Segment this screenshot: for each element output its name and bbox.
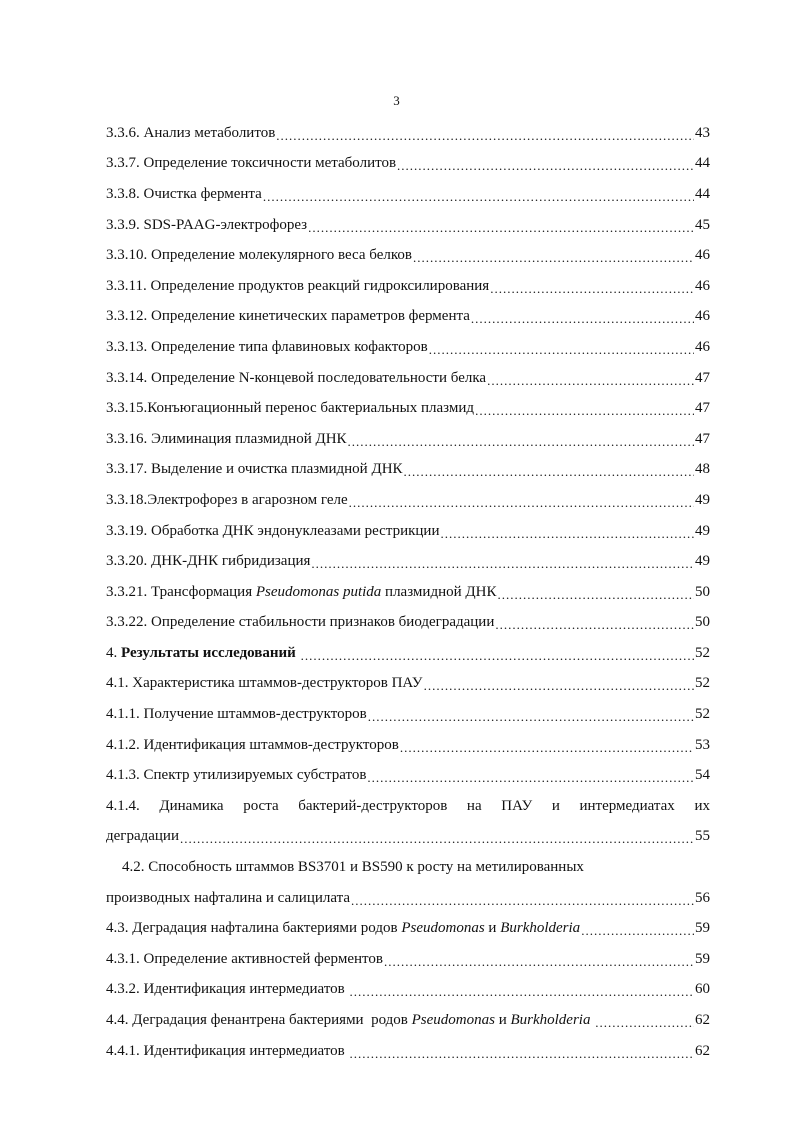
genus-name: Pseudomonas	[401, 920, 485, 937]
toc-entry-3-3-7[interactable]	[106, 149, 710, 180]
toc-entry-title: производных нафталина и салицилата	[106, 889, 351, 906]
toc-entry-title: 4.1.1. Получение штаммов-деструкторов	[106, 706, 367, 723]
word: и	[551, 797, 560, 814]
toc-entry-page: 50	[695, 583, 710, 600]
dot-leader	[400, 741, 694, 754]
toc-entry-page: 47	[695, 369, 710, 386]
toc-entry-title-part: и	[494, 1012, 511, 1029]
toc-entry-title: 3.3.20. ДНК-ДНК гибридизация	[106, 553, 311, 570]
dot-leader	[595, 1016, 694, 1029]
toc-entry-3-3-6[interactable]	[106, 118, 710, 149]
toc-entry-title: 3.3.16. Элиминация плазмидной ДНК	[106, 430, 347, 447]
toc-entry-4-2-line2[interactable]	[106, 883, 710, 914]
toc-entry-page: 48	[695, 461, 710, 478]
toc-entry-title: 4.3.1. Определение активностей ферментов	[106, 950, 383, 967]
dot-leader	[350, 985, 694, 998]
toc-entry-page: 49	[695, 491, 710, 508]
toc-entry-page: 52	[695, 644, 710, 661]
toc-entry-title-part: и	[484, 920, 501, 937]
toc-entry-4-3-2[interactable]	[106, 975, 710, 1006]
toc-entry-4-1-1[interactable]	[106, 699, 710, 730]
toc-entry-title: деградации	[106, 828, 179, 845]
chapter-heading: Результаты исследований	[121, 644, 296, 661]
toc-entry-3-3-12[interactable]	[106, 302, 710, 333]
toc-entry-title	[106, 982, 349, 997]
toc-entry-title: 3.3.15.Конъюгационный перенос бактериальных плазмид	[106, 400, 475, 417]
dot-leader	[397, 159, 694, 172]
genus-name: Pseudomonas	[411, 1012, 495, 1029]
toc-entry-page: 55	[695, 828, 710, 845]
dot-leader	[276, 129, 694, 142]
toc-entry-3-3-16[interactable]	[106, 424, 710, 455]
toc-entry-page: 46	[695, 308, 710, 325]
toc-entry-page: 59	[695, 920, 710, 937]
dot-leader	[495, 618, 694, 631]
toc-entry-title	[106, 646, 300, 661]
dot-leader	[384, 955, 694, 968]
toc-entry-page: 59	[695, 950, 710, 967]
page-number: 3	[393, 93, 400, 108]
toc-entry-page: 49	[695, 522, 710, 539]
dot-leader	[475, 404, 694, 417]
toc-entry-4-3-1[interactable]	[106, 944, 710, 975]
toc-entry-title-part: плазмидной ДНК	[381, 583, 497, 600]
toc-entry-title: 3.3.18.Электрофорез в агарозном геле	[106, 491, 348, 508]
toc-entry-page: 47	[695, 400, 710, 417]
toc-entry-title: 3.3.14. Определение N-концевой последовательности белка	[106, 369, 487, 386]
toc-entry-title: 4.2. Способность штаммов BS3701 и BS590 к росту на метилированных	[122, 859, 584, 876]
toc-entry-title-part: 4.4. Деградация фенантрена бактериями родов	[106, 1012, 412, 1029]
toc-entry-page: 53	[695, 736, 710, 753]
toc-entry-page: 60	[695, 981, 710, 998]
toc-entry-4-4-1[interactable]	[106, 1036, 710, 1067]
toc-entry-4-3[interactable]	[106, 913, 710, 944]
word: 4.1.4.	[106, 797, 140, 814]
toc-entry-3-3-22[interactable]	[106, 608, 710, 639]
toc-entry-title: 3.3.7. Определение токсичности метаболитов	[106, 155, 397, 172]
toc-entry-4-1-2[interactable]	[106, 730, 710, 761]
toc-entry-page: 46	[695, 277, 710, 294]
word: на	[466, 797, 482, 814]
toc-entry-title	[106, 1044, 349, 1059]
toc-entry-page: 47	[695, 430, 710, 447]
dot-leader	[301, 649, 694, 662]
toc-entry-3-3-19[interactable]	[106, 516, 710, 547]
toc-entry-4-4[interactable]	[106, 1005, 710, 1036]
toc-entry-3-3-13[interactable]	[106, 332, 710, 363]
dot-leader	[180, 832, 694, 845]
toc-entry-3-3-10[interactable]	[106, 240, 710, 271]
toc-entry-page: 49	[695, 553, 710, 570]
toc-entry-title: 3.3.11. Определение продуктов реакций гидроксилирования	[106, 277, 490, 294]
dot-leader	[350, 1047, 694, 1060]
dot-leader	[487, 374, 694, 387]
genus-name: Burkholderia	[500, 920, 581, 937]
toc-entry-title: 3.3.12. Определение кинетических параметров фермента	[106, 308, 470, 325]
toc-entry-title-part: 4.3.2. Идентификация интермедиатов	[106, 981, 345, 998]
toc-entry-title: 3.3.6. Анализ метаболитов	[106, 124, 276, 141]
toc-entry-title	[106, 585, 496, 600]
dot-leader	[351, 894, 694, 907]
toc-entry-page: 62	[695, 1012, 710, 1029]
toc-entry-title: 4.1. Характеристика штаммов-деструкторов ПАУ	[106, 675, 423, 692]
dot-leader	[497, 588, 694, 601]
species-name: Pseudomonas putida	[255, 583, 382, 600]
dot-leader	[311, 557, 694, 570]
toc-entry-4-2-line1[interactable]	[106, 852, 710, 883]
toc-entry-page: 50	[695, 614, 710, 631]
toc-entry-3-3-15[interactable]	[106, 393, 710, 424]
toc-entry-4[interactable]	[106, 638, 710, 669]
toc-entry-title-part: 4.4.1. Идентификация интермедиатов	[106, 1042, 345, 1059]
word: интермедиатах	[579, 797, 675, 814]
toc-entry-3-3-17[interactable]	[106, 455, 710, 486]
dot-leader	[348, 435, 694, 448]
toc-entry-title: 3.3.19. Обработка ДНК эндонуклеазами рестрикции	[106, 522, 440, 539]
dot-leader	[471, 312, 694, 325]
toc-entry-page: 56	[695, 889, 710, 906]
toc-entry-page: 45	[695, 216, 710, 233]
toc-entry-title	[106, 799, 710, 814]
toc-entry-4-1-4-line2[interactable]	[106, 822, 710, 853]
toc-entry-page: 62	[695, 1042, 710, 1059]
toc-entry-title-part: 4.3. Деградация нафталина бактериями родов	[106, 920, 402, 937]
table-of-contents	[106, 118, 710, 1066]
dot-leader	[490, 282, 694, 295]
toc-entry-title: 3.3.10. Определение молекулярного веса белков	[106, 247, 412, 264]
dot-leader	[424, 679, 694, 692]
toc-entry-3-3-18[interactable]	[106, 485, 710, 516]
word: ПАУ	[501, 797, 533, 814]
dot-leader	[581, 924, 694, 937]
toc-entry-title: 3.3.17. Выделение и очистка плазмидной ДНК	[106, 461, 403, 478]
toc-entry-title: 4.1.2. Идентификация штаммов-деструкторов	[106, 736, 399, 753]
toc-entry-page: 44	[695, 185, 710, 202]
toc-entry-title	[106, 921, 580, 936]
toc-entry-4-1-4-line1[interactable]	[106, 791, 710, 822]
dot-leader	[440, 527, 694, 540]
toc-entry-3-3-8[interactable]	[106, 179, 710, 210]
toc-entry-3-3-11[interactable]	[106, 271, 710, 302]
toc-entry-title: 3.3.9. SDS-PAAG-электрофорез	[106, 216, 308, 233]
genus-name: Burkholderia	[510, 1012, 591, 1029]
toc-entry-title: 4.1.3. Спектр утилизируемых субстратов	[106, 767, 367, 784]
dot-leader	[349, 496, 694, 509]
toc-entry-3-3-21[interactable]	[106, 577, 710, 608]
toc-entry-4-1[interactable]	[106, 669, 710, 700]
word: их	[694, 797, 710, 814]
toc-entry-page: 52	[695, 675, 710, 692]
toc-entry-title: 3.3.13. Определение типа флавиновых кофакторов	[106, 338, 428, 355]
dot-leader	[263, 190, 694, 203]
toc-entry-title	[106, 1013, 594, 1028]
toc-entry-title-part: 3.3.21. Трансформация	[106, 583, 256, 600]
toc-entry-title: 3.3.8. Очистка фермента	[106, 185, 262, 202]
toc-entry-page: 52	[695, 706, 710, 723]
toc-entry-title: 3.3.22. Определение стабильности признаков биодеградации	[106, 614, 495, 631]
word: Динамика	[159, 797, 224, 814]
toc-entry-number: 4.	[106, 644, 121, 661]
toc-entry-3-3-20[interactable]	[106, 546, 710, 577]
toc-entry-page: 43	[695, 124, 710, 141]
toc-entry-4-1-3[interactable]	[106, 760, 710, 791]
dot-leader	[367, 771, 694, 784]
dot-leader	[429, 343, 694, 356]
toc-entry-page: 46	[695, 338, 710, 355]
toc-entry-page: 44	[695, 155, 710, 172]
word: роста	[243, 797, 279, 814]
toc-entry-page: 46	[695, 247, 710, 264]
toc-entry-3-3-9[interactable]	[106, 210, 710, 241]
toc-entry-page: 54	[695, 767, 710, 784]
dot-leader	[368, 710, 694, 723]
dot-leader	[413, 251, 694, 264]
dot-leader	[308, 221, 694, 234]
word: бактерий-деструкторов	[298, 797, 448, 814]
dot-leader	[404, 465, 694, 478]
toc-entry-3-3-14[interactable]	[106, 363, 710, 394]
